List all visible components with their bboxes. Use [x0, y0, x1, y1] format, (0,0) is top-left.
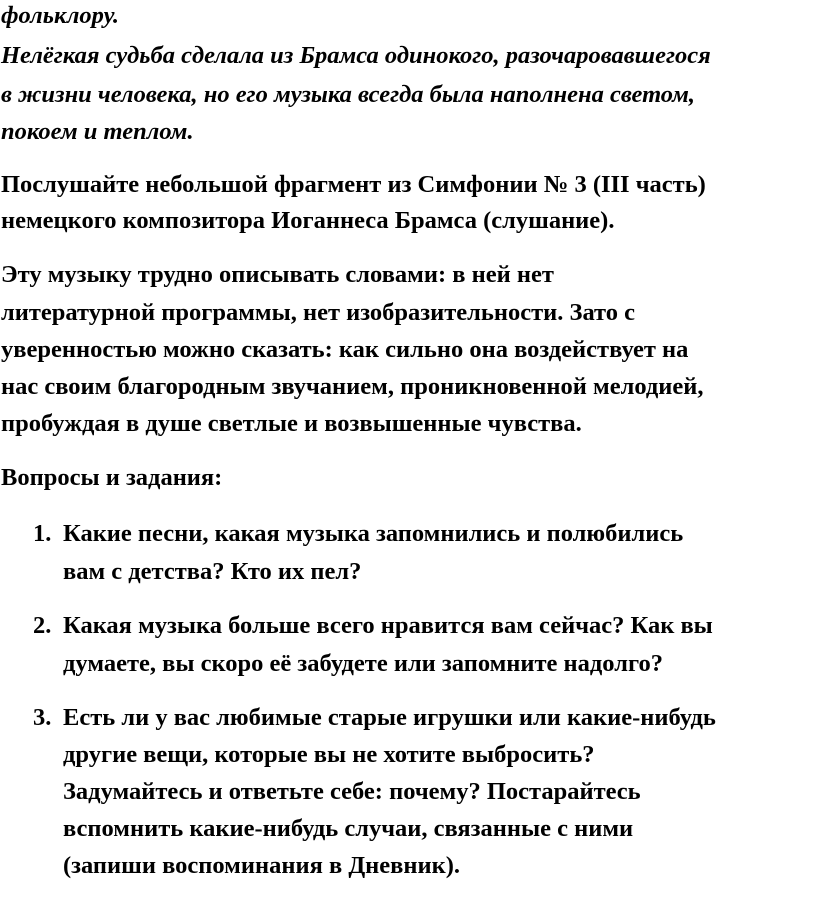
description-line: уверенностью можно сказать: как сильно она воздействует на: [1, 336, 689, 363]
listening-line: Послушайте небольшой фрагмент из Симфонии № 3 (III часть): [1, 171, 706, 198]
question-line: вспомнить какие-нибудь случаи, связанные с ними: [63, 815, 634, 842]
question-line: Какая музыка больше всего нравится вам сейчас? Как вы: [63, 612, 713, 639]
question-line: другие вещи, которые вы не хотите выбросить?: [63, 741, 595, 768]
description-line: пробуждая в душе светлые и возвышенные чувства.: [1, 410, 582, 437]
listening-line: немецкого композитора Иоганнеса Брамса (слушание).: [1, 207, 615, 234]
description-line: нас своим благородным звучанием, проникновенной мелодией,: [1, 373, 704, 400]
questions-heading: Вопросы и задания:: [1, 464, 223, 491]
question-number: 2.: [33, 612, 52, 639]
question-line: Задумайтесь и ответьте себе: почему? Постарайтесь: [63, 778, 641, 805]
description-line: литературной программы, нет изобразительности. Зато с: [1, 299, 636, 326]
intro-line: покоем и теплом.: [1, 118, 194, 145]
question-line: Какие песни, какая музыка запомнились и полюбились: [63, 520, 684, 547]
description-line: Эту музыку трудно описывать словами: в ней нет: [1, 261, 554, 288]
question-line: думаете, вы скоро её забудете или запомните надолго?: [63, 650, 663, 677]
question-line: (запиши воспоминания в Дневник).: [63, 852, 461, 879]
question-number: 1.: [33, 520, 52, 547]
question-line: Есть ли у вас любимые старые игрушки или какие-нибудь: [63, 704, 716, 731]
intro-line: Нелёгкая судьба сделала из Брамса одинокого, разочаровавшегося: [1, 42, 711, 69]
question-line: вам с детства? Кто их пел?: [63, 558, 362, 585]
intro-line: фольклору.: [1, 2, 120, 29]
intro-line: в жизни человека, но его музыка всегда была наполнена светом,: [1, 81, 696, 108]
question-number: 3.: [33, 704, 52, 731]
